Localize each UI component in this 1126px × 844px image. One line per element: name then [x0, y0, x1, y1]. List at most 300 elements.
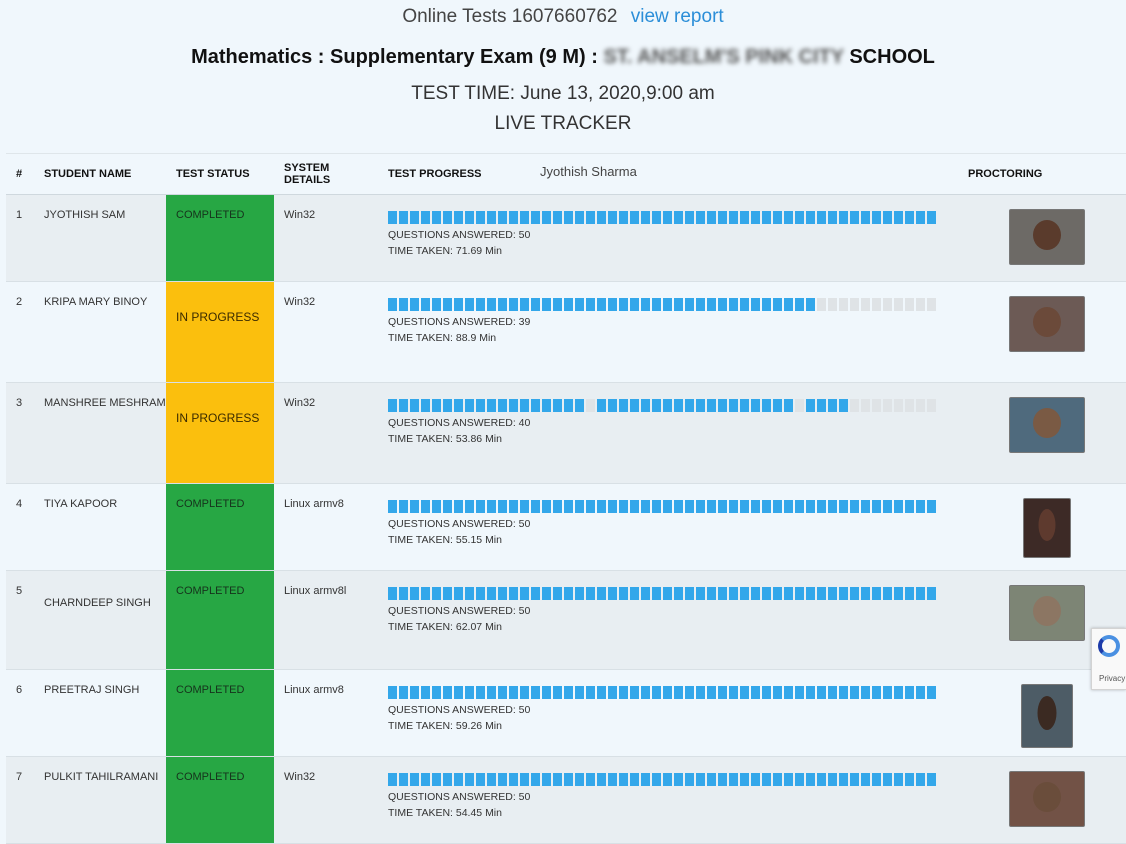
row-number: 1: [6, 195, 34, 282]
question-segment: [641, 298, 650, 311]
question-segment: [586, 211, 595, 224]
question-segment: [586, 686, 595, 699]
questions-answered: QUESTIONS ANSWERED: 40: [388, 417, 531, 429]
question-segment: [916, 587, 925, 600]
status-badge: IN PROGRESS: [166, 282, 274, 383]
question-segment: [894, 773, 903, 786]
question-segment: [575, 686, 584, 699]
question-segment: [663, 587, 672, 600]
question-segment: [718, 500, 727, 513]
question-segment: [927, 298, 936, 311]
table-row: [6, 757, 1126, 844]
student-name[interactable]: JYOTHISH SAM: [34, 195, 166, 282]
question-segment: [421, 500, 430, 513]
question-segment: [751, 500, 760, 513]
question-segment: [641, 587, 650, 600]
webcam-snapshot[interactable]: [1021, 684, 1073, 748]
time-taken: TIME TAKEN: 53.86 Min: [388, 433, 502, 445]
question-segment: [564, 298, 573, 311]
question-segment: [388, 399, 397, 412]
question-segment: [597, 211, 606, 224]
question-segment: [817, 587, 826, 600]
question-segment: [696, 500, 705, 513]
question-segment: [465, 211, 474, 224]
question-segment: [498, 298, 507, 311]
webcam-snapshot[interactable]: [1009, 771, 1085, 827]
test-progress-cell[interactable]: [378, 757, 958, 844]
question-segment: [542, 587, 551, 600]
question-segment: [883, 686, 892, 699]
question-segment: [894, 686, 903, 699]
question-segment: [388, 773, 397, 786]
question-segment: [718, 399, 727, 412]
question-segment: [839, 773, 848, 786]
question-segment: [806, 773, 815, 786]
test-progress-cell[interactable]: [378, 484, 958, 571]
question-segment: [564, 686, 573, 699]
question-segment: [828, 500, 837, 513]
question-segment: [641, 773, 650, 786]
proctoring-cell: [958, 757, 1126, 844]
question-segment: [597, 686, 606, 699]
question-segment: [619, 587, 628, 600]
question-segment: [432, 399, 441, 412]
question-segment: [487, 298, 496, 311]
question-segment: [850, 298, 859, 311]
question-segment: [916, 298, 925, 311]
table-row: [6, 484, 1126, 571]
exam-name: Mathematics : Supplementary Exam (9 M) :: [191, 46, 598, 68]
student-face-icon: [1038, 696, 1057, 730]
webcam-snapshot[interactable]: [1009, 209, 1085, 265]
question-segment: [443, 587, 452, 600]
question-segment: [564, 773, 573, 786]
test-progress-cell[interactable]: [378, 383, 958, 484]
question-segment: [916, 399, 925, 412]
system-details: Win32: [274, 757, 378, 844]
question-segment: [454, 399, 463, 412]
question-segment: [927, 211, 936, 224]
question-segment: [509, 298, 518, 311]
question-segment: [740, 686, 749, 699]
question-segment: [553, 211, 562, 224]
questions-answered: QUESTIONS ANSWERED: 50: [388, 229, 531, 241]
question-segment: [498, 587, 507, 600]
question-segment: [663, 298, 672, 311]
table-header-row: [6, 154, 1126, 195]
progress-bar: [388, 298, 958, 311]
question-segment: [564, 399, 573, 412]
question-segment: [883, 298, 892, 311]
question-segment: [916, 500, 925, 513]
question-segment: [619, 298, 628, 311]
col-test-status[interactable]: TEST STATUS: [166, 154, 274, 195]
status-badge: COMPLETED: [166, 195, 274, 282]
question-segment: [883, 211, 892, 224]
question-segment: [432, 211, 441, 224]
table-row: [6, 670, 1126, 757]
question-segment: [531, 500, 540, 513]
question-segment: [399, 298, 408, 311]
question-segment: [498, 773, 507, 786]
question-segment: [894, 587, 903, 600]
question-segment: [828, 773, 837, 786]
question-segment: [905, 773, 914, 786]
question-segment: [564, 500, 573, 513]
question-segment: [729, 298, 738, 311]
question-segment: [927, 587, 936, 600]
progress-meta: [388, 789, 958, 821]
col-proctoring: PROCTORING: [958, 154, 1126, 195]
row-number: 3: [6, 383, 34, 484]
test-progress-cell[interactable]: [378, 195, 958, 282]
question-segment: [850, 399, 859, 412]
question-segment: [740, 399, 749, 412]
question-segment: [795, 211, 804, 224]
question-segment: [850, 587, 859, 600]
question-segment: [883, 500, 892, 513]
progress-meta: [388, 314, 958, 346]
student-face-icon: [1033, 220, 1061, 250]
question-segment: [872, 298, 881, 311]
question-segment: [619, 686, 628, 699]
question-segment: [663, 211, 672, 224]
question-segment: [674, 587, 683, 600]
question-segment: [905, 500, 914, 513]
question-segment: [806, 500, 815, 513]
question-segment: [652, 773, 661, 786]
question-segment: [795, 500, 804, 513]
question-segment: [872, 686, 881, 699]
student-face-icon: [1033, 782, 1061, 812]
webcam-snapshot[interactable]: [1023, 498, 1071, 558]
question-segment: [817, 211, 826, 224]
question-segment: [410, 773, 419, 786]
question-segment: [806, 298, 815, 311]
question-segment: [729, 211, 738, 224]
question-segment: [520, 773, 529, 786]
system-details: Win32: [274, 195, 378, 282]
question-segment: [883, 587, 892, 600]
system-details: Linux armv8l: [274, 571, 378, 670]
question-segment: [498, 211, 507, 224]
question-segment: [388, 500, 397, 513]
question-segment: [839, 587, 848, 600]
question-segment: [630, 399, 639, 412]
progress-meta: [388, 227, 958, 259]
question-segment: [619, 773, 628, 786]
question-segment: [465, 686, 474, 699]
question-segment: [608, 686, 617, 699]
table-row: [6, 571, 1126, 670]
question-segment: [707, 399, 716, 412]
status-badge: COMPLETED: [166, 484, 274, 571]
question-segment: [542, 773, 551, 786]
question-segment: [454, 500, 463, 513]
question-segment: [443, 686, 452, 699]
question-segment: [597, 500, 606, 513]
test-progress-cell[interactable]: [378, 670, 958, 757]
question-segment: [476, 298, 485, 311]
table-row: [6, 282, 1126, 383]
question-segment: [531, 587, 540, 600]
questions-answered: QUESTIONS ANSWERED: 39: [388, 316, 531, 328]
question-segment: [399, 773, 408, 786]
question-segment: [520, 211, 529, 224]
webcam-snapshot[interactable]: [1009, 585, 1085, 641]
question-segment: [575, 773, 584, 786]
question-segment: [531, 211, 540, 224]
question-segment: [388, 587, 397, 600]
progress-bar: [388, 587, 958, 600]
question-segment: [586, 500, 595, 513]
question-segment: [795, 399, 804, 412]
question-segment: [883, 399, 892, 412]
col-student-name[interactable]: STUDENT NAME: [34, 154, 166, 195]
question-segment: [399, 211, 408, 224]
question-segment: [443, 399, 452, 412]
col-test-progress[interactable]: [378, 154, 958, 195]
question-segment: [740, 500, 749, 513]
question-segment: [784, 587, 793, 600]
question-segment: [520, 298, 529, 311]
question-segment: [894, 399, 903, 412]
question-segment: [828, 686, 837, 699]
question-segment: [531, 399, 540, 412]
question-segment: [553, 298, 562, 311]
proctoring-cell: [958, 383, 1126, 484]
question-segment: [916, 773, 925, 786]
question-segment: [388, 298, 397, 311]
question-segment: [542, 211, 551, 224]
question-segment: [685, 211, 694, 224]
proctoring-cell: [958, 195, 1126, 282]
question-segment: [476, 773, 485, 786]
student-face-icon: [1033, 596, 1061, 626]
question-segment: [773, 298, 782, 311]
question-segment: [520, 500, 529, 513]
question-segment: [498, 500, 507, 513]
view-report-link[interactable]: view report: [630, 6, 724, 27]
proctoring-cell: [958, 484, 1126, 571]
question-segment: [916, 686, 925, 699]
student-face-icon: [1033, 408, 1061, 438]
col-number: #: [6, 154, 34, 195]
row-number: 7: [6, 757, 34, 844]
question-segment: [674, 298, 683, 311]
question-segment: [487, 686, 496, 699]
question-segment: [839, 500, 848, 513]
questions-answered: QUESTIONS ANSWERED: 50: [388, 605, 531, 617]
question-segment: [839, 686, 848, 699]
webcam-snapshot[interactable]: [1009, 397, 1085, 453]
student-name[interactable]: PULKIT TAHILRAMANI: [34, 757, 166, 844]
question-segment: [861, 211, 870, 224]
question-segment: [740, 211, 749, 224]
question-segment: [718, 773, 727, 786]
question-segment: [905, 686, 914, 699]
status-badge: COMPLETED: [166, 670, 274, 757]
question-segment: [498, 399, 507, 412]
page-header: [0, 0, 1126, 135]
recaptcha-badge[interactable]: [1091, 628, 1126, 690]
question-segment: [740, 587, 749, 600]
question-segment: [388, 211, 397, 224]
webcam-snapshot[interactable]: [1009, 296, 1085, 352]
question-segment: [872, 211, 881, 224]
test-progress-cell[interactable]: [378, 571, 958, 670]
question-segment: [575, 399, 584, 412]
question-segment: [630, 298, 639, 311]
question-segment: [784, 686, 793, 699]
question-segment: [905, 399, 914, 412]
row-number: 5: [6, 571, 34, 670]
question-segment: [674, 399, 683, 412]
question-segment: [696, 211, 705, 224]
question-segment: [685, 399, 694, 412]
question-segment: [575, 587, 584, 600]
question-segment: [608, 773, 617, 786]
question-segment: [773, 211, 782, 224]
question-segment: [630, 211, 639, 224]
question-segment: [927, 399, 936, 412]
question-segment: [531, 773, 540, 786]
question-segment: [927, 686, 936, 699]
question-segment: [410, 399, 419, 412]
question-segment: [850, 686, 859, 699]
question-segment: [905, 211, 914, 224]
question-segment: [663, 399, 672, 412]
time-taken: TIME TAKEN: 54.45 Min: [388, 807, 502, 819]
progress-bar: [388, 399, 958, 412]
question-segment: [498, 686, 507, 699]
progress-bar: [388, 773, 958, 786]
proctoring-cell: [958, 282, 1126, 383]
question-segment: [619, 399, 628, 412]
question-segment: [663, 500, 672, 513]
question-segment: [443, 211, 452, 224]
question-segment: [674, 773, 683, 786]
question-segment: [597, 298, 606, 311]
question-segment: [542, 686, 551, 699]
question-segment: [454, 211, 463, 224]
question-segment: [696, 773, 705, 786]
question-segment: [685, 298, 694, 311]
status-badge: COMPLETED: [166, 757, 274, 844]
question-segment: [817, 686, 826, 699]
questions-answered: QUESTIONS ANSWERED: 50: [388, 791, 531, 803]
question-segment: [476, 686, 485, 699]
question-segment: [894, 211, 903, 224]
question-segment: [828, 211, 837, 224]
question-segment: [619, 500, 628, 513]
question-segment: [773, 773, 782, 786]
question-segment: [421, 211, 430, 224]
question-segment: [432, 500, 441, 513]
question-segment: [905, 298, 914, 311]
question-segment: [795, 686, 804, 699]
question-segment: [630, 500, 639, 513]
question-segment: [828, 399, 837, 412]
question-segment: [421, 587, 430, 600]
question-segment: [388, 686, 397, 699]
question-segment: [927, 773, 936, 786]
question-segment: [454, 587, 463, 600]
question-segment: [509, 399, 518, 412]
student-name[interactable]: MANSHREE MESHRAM: [34, 383, 166, 484]
question-segment: [850, 773, 859, 786]
student-name[interactable]: KRIPA MARY BINOY: [34, 282, 166, 383]
question-segment: [586, 773, 595, 786]
question-segment: [707, 298, 716, 311]
question-segment: [729, 587, 738, 600]
question-segment: [762, 686, 771, 699]
question-segment: [619, 211, 628, 224]
question-segment: [630, 587, 639, 600]
question-segment: [443, 298, 452, 311]
question-segment: [707, 587, 716, 600]
recaptcha-privacy-link[interactable]: Privacy: [1099, 674, 1126, 683]
question-segment: [476, 500, 485, 513]
question-segment: [443, 773, 452, 786]
student-name[interactable]: TIYA KAPOOR: [34, 484, 166, 571]
question-segment: [542, 399, 551, 412]
question-segment: [597, 773, 606, 786]
question-segment: [641, 686, 650, 699]
question-segment: [762, 399, 771, 412]
test-progress-cell[interactable]: [378, 282, 958, 383]
question-segment: [641, 399, 650, 412]
question-segment: [806, 686, 815, 699]
question-segment: [410, 500, 419, 513]
question-segment: [630, 686, 639, 699]
system-details: Win32: [274, 282, 378, 383]
question-segment: [707, 773, 716, 786]
system-details: Linux armv8: [274, 484, 378, 571]
question-segment: [652, 298, 661, 311]
question-segment: [476, 587, 485, 600]
question-segment: [553, 399, 562, 412]
table-body: [6, 195, 1126, 844]
question-segment: [432, 773, 441, 786]
row-number: 2: [6, 282, 34, 383]
status-badge: COMPLETED: [166, 571, 274, 670]
question-segment: [685, 587, 694, 600]
question-segment: [399, 399, 408, 412]
question-segment: [894, 500, 903, 513]
question-segment: [575, 211, 584, 224]
question-segment: [608, 587, 617, 600]
question-segment: [718, 211, 727, 224]
question-segment: [740, 773, 749, 786]
question-segment: [487, 587, 496, 600]
question-segment: [685, 773, 694, 786]
question-segment: [806, 211, 815, 224]
question-segment: [663, 686, 672, 699]
student-name[interactable]: PREETRAJ SINGH: [34, 670, 166, 757]
question-segment: [410, 686, 419, 699]
question-segment: [894, 298, 903, 311]
student-face-icon: [1033, 307, 1061, 337]
question-segment: [520, 399, 529, 412]
col-system-details[interactable]: SYSTEM DETAILS: [274, 154, 378, 195]
question-segment: [674, 211, 683, 224]
question-segment: [729, 500, 738, 513]
question-segment: [718, 298, 727, 311]
student-name[interactable]: CHARNDEEP SINGH: [34, 571, 166, 670]
question-segment: [718, 686, 727, 699]
question-segment: [718, 587, 727, 600]
